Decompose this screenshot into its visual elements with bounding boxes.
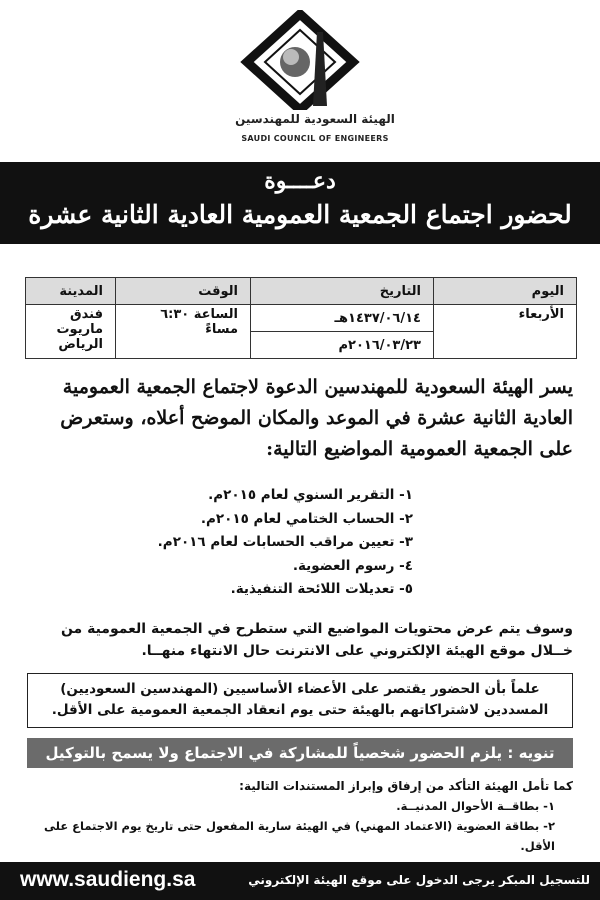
table-header-city: المدينة [26, 278, 116, 305]
document-item: ١- بطاقــة الأحوال المدنيــة. [396, 799, 555, 813]
table-cell-date-gregorian: ٢٠١٦/٠٣/٢٣م [251, 332, 434, 359]
agenda-item: ٣- تعيين مراقب الحسابات لعام ٢٠١٦م. [157, 534, 413, 550]
agenda-item: ٢- الحساب الختامي لعام ٢٠١٥م. [200, 510, 413, 527]
logo-name-english: SAUDI COUNCIL OF ENGINEERS [241, 134, 389, 143]
table-cell-time: الساعة ٦:٣٠ مساءً [116, 305, 251, 359]
attendance-eligibility-note: علماً بأن الحضور يقتصر على الأعضاء الأساسيين (المهندسين السعوديين) المسددين لاشتراكاتهم بالهيئة حتى يوم انعقاد الجمعية العمومية على الأقل. [27, 673, 573, 728]
invitation-title: دعــــوة [264, 168, 336, 194]
table-header-time: الوقت [116, 278, 251, 305]
council-logo [225, 10, 395, 160]
agenda-item: ٥- تعديلات اللائحة التنفيذية. [230, 581, 413, 597]
required-documents [28, 776, 573, 856]
intro-paragraph: يسر الهيئة السعودية للمهندسين الدعوة لاجتماع الجمعية العمومية العادية الثانية عشرة في الموعد والمكان الموضح أعلاه، وستعرض على الجمعية العمومية المواضيع التالية: [60, 376, 573, 460]
agenda-item: ١- التقرير السنوي لعام ٢٠١٥م. [208, 487, 413, 503]
table-header-date: التاريخ [251, 278, 434, 305]
attendance-notice-banner: تنويه : يلزم الحضور شخصياً للمشاركة في الاجتماع ولا يسمح بالتوكيل [27, 738, 573, 768]
table-cell-day: الأربعاء [434, 305, 577, 359]
table-header-day: اليوم [434, 278, 577, 305]
footer-band [0, 862, 600, 900]
council-logo-icon [237, 10, 363, 110]
agenda-list [28, 484, 573, 602]
website-note: وسوف يتم عرض محتويات المواضيع التي ستطرح في الجمعية العمومية من خــلال موقع الهيئة الإلكتروني على الانترنت حال الانتهاء منهــا. [60, 621, 573, 659]
registration-text: للتسجيل المبكر يرجى الدخول على موقع الهيئة الإلكتروني [248, 873, 590, 887]
meeting-details-table [25, 277, 577, 359]
table-cell-city: فندق ماريوت الرياض [26, 305, 116, 359]
document-item: ٢- بطاقة العضوية (الاعتماد المهني) في الهيئة سارية المفعول حتى تاريخ يوم الاجتماع على الأقل. [43, 819, 555, 853]
invitation-subtitle: لحضور اجتماع الجمعية العمومية العادية الثانية عشرة [28, 200, 572, 229]
documents-heading: كما تأمل الهيئة التأكد من إرفاق وإبراز المستندات التالية: [239, 779, 573, 793]
website-link[interactable]: www.saudieng.sa [20, 868, 196, 891]
header-band [0, 162, 600, 244]
agenda-item: ٤- رسوم العضوية. [292, 557, 413, 574]
logo-name-arabic: الهيئة السعودية للمهندسين [235, 112, 395, 126]
table-cell-date-hijri: ١٤٣٧/٠٦/١٤هـ [251, 305, 434, 332]
